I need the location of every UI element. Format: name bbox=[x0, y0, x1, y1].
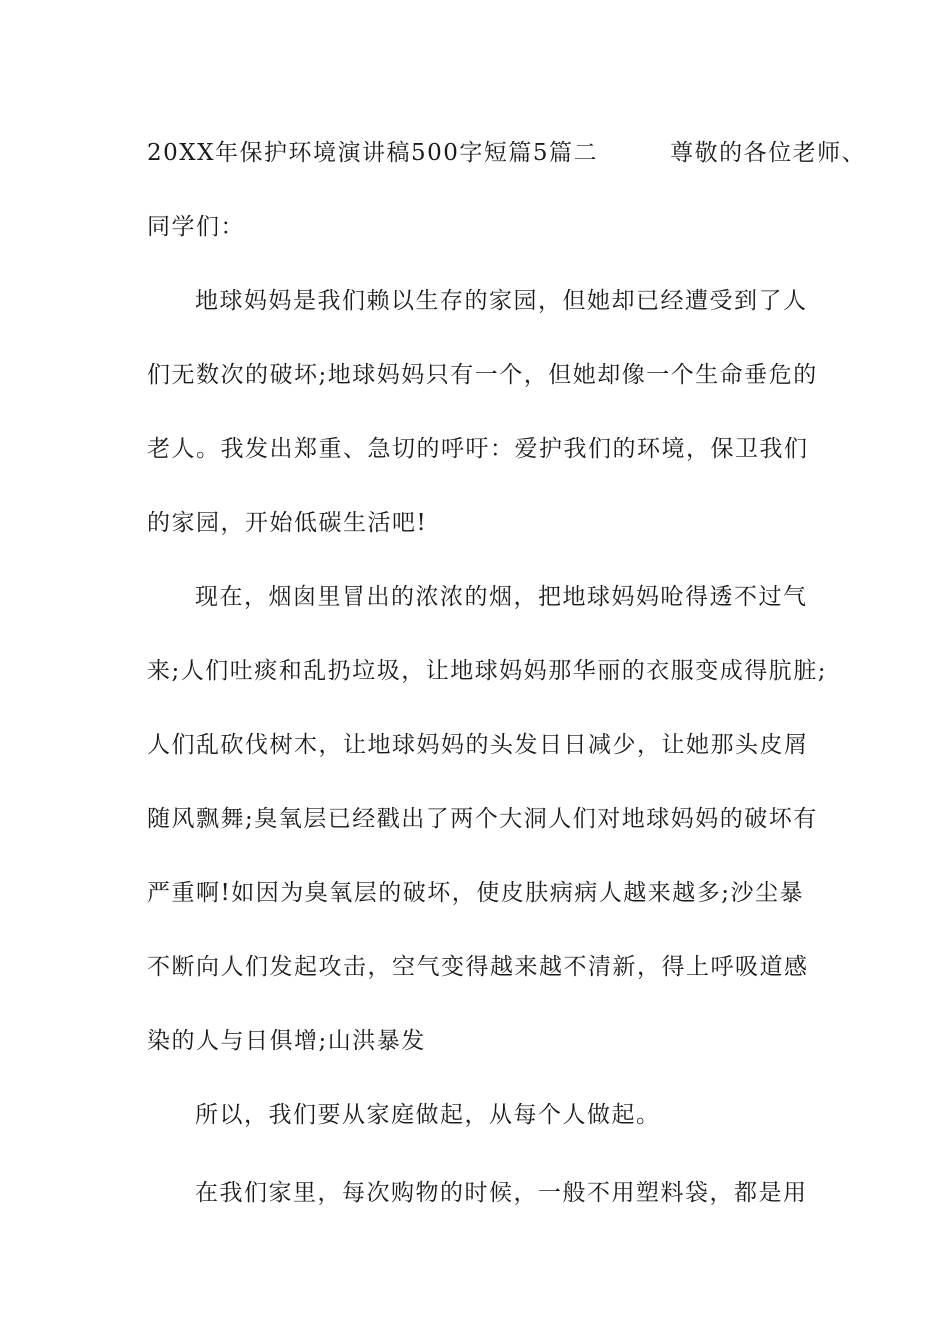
paragraph-1-line-3: 老人。我发出郑重、急切的呼吁：爱护我们的环境，保卫我们 bbox=[147, 436, 809, 462]
title-line bbox=[147, 138, 867, 168]
salutation-line: 同学们： bbox=[147, 214, 245, 240]
paragraph-3-line-1: 所以，我们要从家庭做起，从每个人做起。 bbox=[195, 1102, 661, 1128]
document-title: 20XX年保护环境演讲稿500字短篇5篇二 bbox=[147, 140, 599, 166]
paragraph-2-line-7: 染的人与日俱增;山洪暴发 bbox=[147, 1028, 426, 1054]
paragraph-2-line-3: 人们乱砍伐树木，让地球妈妈的头发日日减少，让她那头皮屑 bbox=[147, 732, 809, 758]
paragraph-1-line-2: 们无数次的破坏;地球妈妈只有一个，但她却像一个生命垂危的 bbox=[147, 362, 818, 388]
paragraph-1-line-4: 的家园，开始低碳生活吧! bbox=[147, 510, 428, 536]
paragraph-2-line-1: 现在，烟囱里冒出的浓浓的烟，把地球妈妈呛得透不过气 bbox=[195, 584, 808, 610]
paragraph-2-line-6: 不断向人们发起攻击，空气变得越来越不清新，得上呼吸道感 bbox=[147, 954, 809, 980]
paragraph-2-line-2: 来;人们吐痰和乱扔垃圾，让地球妈妈那华丽的衣服变成得肮脏; bbox=[147, 658, 827, 684]
paragraph-2-line-5: 严重啊!如因为臭氧层的破坏，使皮肤病病人越来越多;沙尘暴 bbox=[147, 880, 804, 906]
paragraph-4-line-1: 在我们家里，每次购物的时候，一般不用塑料袋，都是用 bbox=[195, 1180, 808, 1206]
paragraph-2-line-4: 随风飘舞;臭氧层已经戳出了两个大洞人们对地球妈妈的破坏有 bbox=[147, 806, 818, 832]
paragraph-1-line-1: 地球妈妈是我们赖以生存的家园，但她却已经遭受到了人 bbox=[195, 288, 808, 314]
salutation-part1: 尊敬的各位老师、 bbox=[670, 140, 867, 166]
